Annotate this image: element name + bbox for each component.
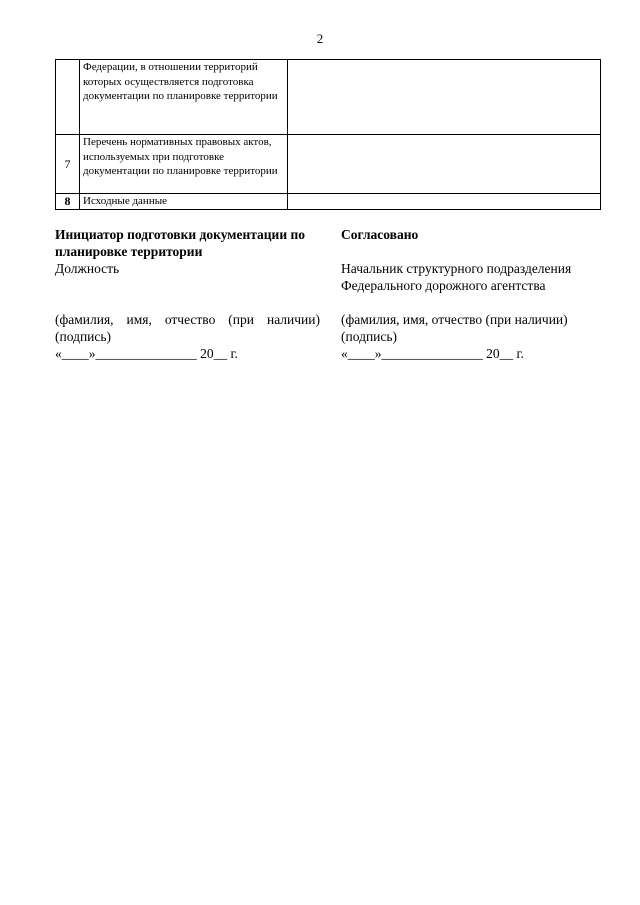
page-number: 2 (316, 31, 324, 46)
row-number: 7 (56, 135, 80, 194)
approval-heading: Согласовано (341, 227, 419, 242)
row-description: Исходные данные (80, 194, 288, 210)
row-value (288, 135, 601, 194)
initiator-name-caption: (фамилия, имя, отчество (при наличии) (подпись) (55, 312, 320, 344)
row-description: Перечень нормативных правовых актов, используемых при подготовке документации по планировке территории (80, 135, 288, 194)
approval-date-line: «____»_______________ 20__ г. (341, 346, 524, 361)
initiator-heading: Инициатор подготовки документации по планировке территории (55, 227, 306, 259)
table-row (56, 60, 601, 135)
document-table (55, 59, 601, 210)
row-number: 8 (56, 194, 80, 210)
initiator-position: Должность (55, 261, 120, 276)
row-number (56, 60, 80, 135)
approval-name-caption: (фамилия, имя, отчество (при наличии) (подпись) (341, 312, 568, 344)
table-row (56, 135, 601, 194)
row-value (288, 60, 601, 135)
initiator-block (55, 226, 320, 362)
approval-position: Начальник структурного подразделения Федерального дорожного агентства (341, 261, 572, 293)
row-value (288, 194, 601, 210)
approval-block (341, 226, 603, 362)
table-row (56, 194, 601, 210)
initiator-date-line: «____»_______________ 20__ г. (55, 346, 238, 361)
row-description: Федерации, в отношении территорий которых осуществляется подготовка документации по планировке территории (80, 60, 288, 135)
